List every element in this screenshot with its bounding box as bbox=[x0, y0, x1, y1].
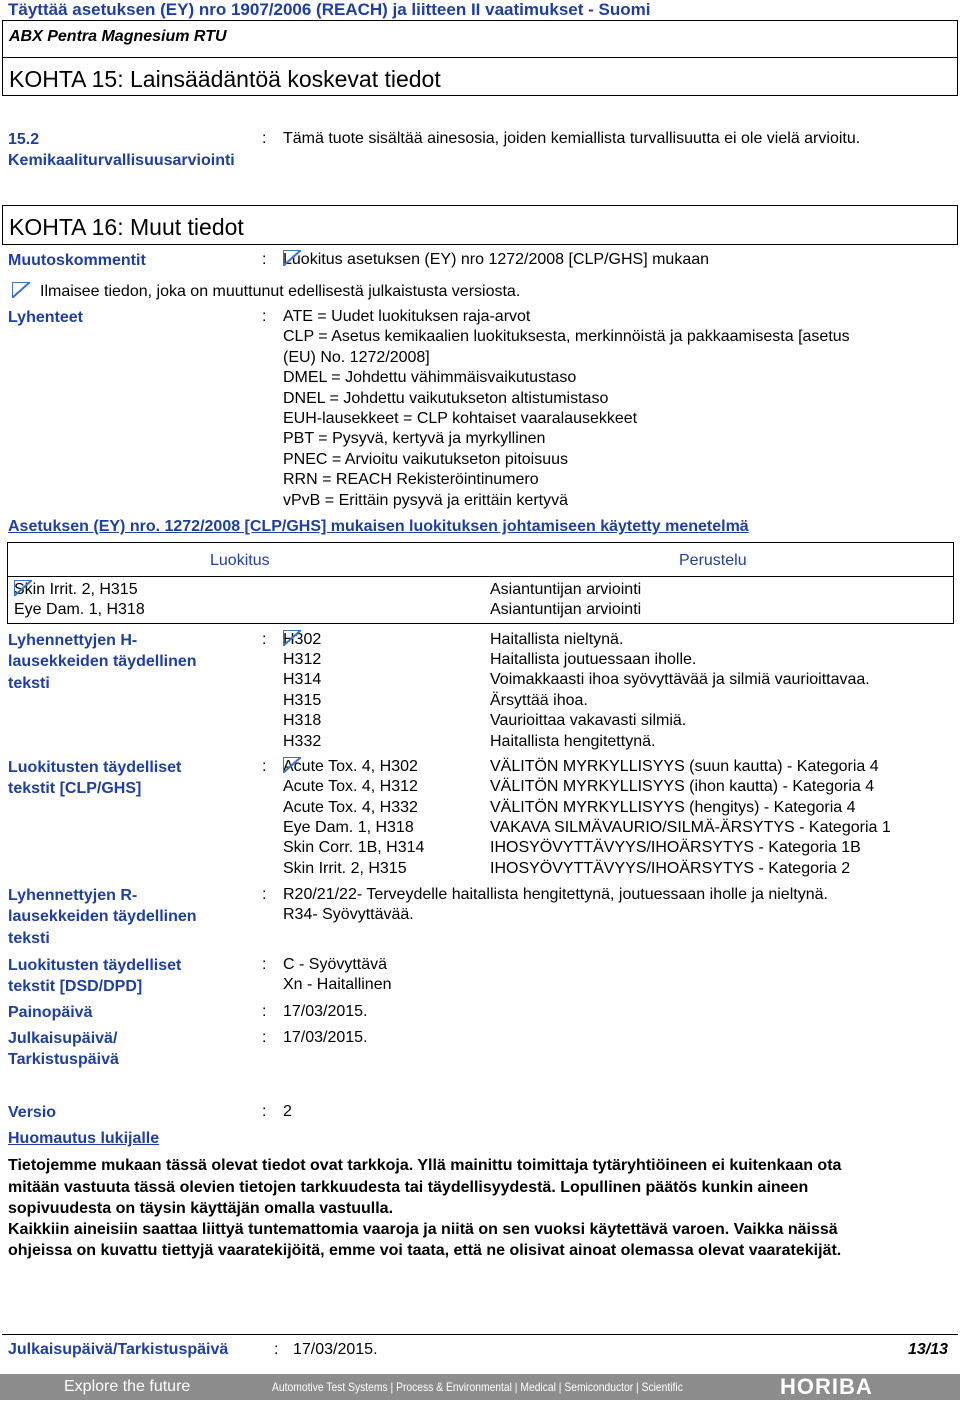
horiba-logo: HORIBA bbox=[780, 1374, 873, 1399]
footer-date-label: Julkaisupäivä/Tarkistuspäivä bbox=[8, 1341, 229, 1358]
document-title: Täyttää asetuksen (EY) nro 1907/2006 (REACH) ja liitteen II vaatimukset - Suomi bbox=[8, 0, 651, 19]
table-header-classification: Luokitus bbox=[210, 552, 270, 569]
table-header-justification: Perustelu bbox=[679, 552, 747, 569]
changes-note-text: Ilmaisee tiedon, joka on muuttunut edellisestä julkaistusta versiosta. bbox=[40, 283, 521, 300]
clp-code: Skin Irrit. 2, H315 bbox=[283, 860, 407, 877]
changes-value bbox=[283, 250, 709, 270]
abbr-line: vPvB = Erittäin pysyvä ja erittäin kertyvä bbox=[283, 492, 568, 509]
dsd-label: tekstit [DSD/DPD] bbox=[8, 978, 143, 995]
section15-label-number: 15.2 bbox=[8, 131, 40, 148]
version-label: Versio bbox=[8, 1104, 57, 1121]
r-label: teksti bbox=[8, 930, 50, 947]
clp-code: Acute Tox. 4, H302 bbox=[283, 758, 418, 775]
h-code: H314 bbox=[283, 671, 322, 688]
h-text: Ärsyttää ihoa. bbox=[490, 692, 588, 709]
change-flag-icon bbox=[283, 630, 301, 646]
section16-heading-box bbox=[2, 205, 958, 245]
r-label: lausekkeiden täydellinen bbox=[8, 908, 197, 925]
change-flag-icon bbox=[283, 757, 301, 773]
h-text: Vaurioittaa vakavasti silmiä. bbox=[490, 712, 687, 729]
changes-text: Luokitus asetuksen (EY) nro 1272/2008 [CLP/GHS] mukaan bbox=[283, 251, 710, 268]
clp-label: Luokitusten täydelliset bbox=[8, 759, 182, 776]
clp-code: Acute Tox. 4, H312 bbox=[283, 778, 418, 795]
footer-date-value: 17/03/2015. bbox=[293, 1341, 378, 1358]
h-text: Haitallista hengitettynä. bbox=[490, 733, 656, 750]
table-row-classification: Skin Irrit. 2, H315 bbox=[14, 581, 138, 598]
h-code: H332 bbox=[283, 733, 322, 750]
print-date-value: 17/03/2015. bbox=[283, 1003, 368, 1020]
change-flag-icon bbox=[12, 282, 30, 298]
revision-date-label: Julkaisupäivä/ bbox=[8, 1030, 118, 1047]
colon: : bbox=[262, 1003, 267, 1020]
changes-label: Muutoskommentit bbox=[8, 252, 146, 269]
table-row-classification: Eye Dam. 1, H318 bbox=[14, 601, 145, 618]
changes-note bbox=[12, 282, 520, 302]
h-code: H312 bbox=[283, 651, 322, 668]
notice-line: Tietojemme mukaan tässä olevat tiedot ovat tarkkoja. Yllä mainittu toimittaja tytäryhtiöineen ei kuitenkaan ota bbox=[8, 1157, 842, 1174]
product-box bbox=[2, 20, 958, 58]
abbr-label: Lyhenteet bbox=[8, 309, 83, 326]
dsd-label: Luokitusten täydelliset bbox=[8, 957, 182, 974]
notice-line: sopivuudesta on täysin käyttäjän omalla vastuulla. bbox=[8, 1200, 394, 1217]
colon: : bbox=[262, 758, 267, 775]
abbr-line: PNEC = Arvioitu vaikutukseton pitoisuus bbox=[283, 451, 569, 468]
notice-line: ohjeissa on kuvattu tiettyjä vaaratekijöitä, emme voi taata, että ne olisivat ainoat olemassa olevat vaaratekijät. bbox=[8, 1242, 842, 1259]
dsd-line: Xn - Haitallinen bbox=[283, 976, 392, 993]
h-code: H318 bbox=[283, 712, 322, 729]
colon: : bbox=[262, 956, 267, 973]
table-row-justification: Asiantuntijan arviointi bbox=[490, 581, 642, 598]
clp-text: VÄLITÖN MYRKYLLISYYS (ihon kautta) - Kategoria 4 bbox=[490, 778, 875, 795]
clp-code: Eye Dam. 1, H318 bbox=[283, 819, 414, 836]
h-label: teksti bbox=[8, 675, 50, 692]
notice-line: Kaikkiin aineisiin saattaa liittyä tuntemattomia vaaroja ja niitä on sen vuoksi käytettävä varoen. Vaikka näissä bbox=[8, 1221, 838, 1238]
print-date-label: Painopäivä bbox=[8, 1004, 93, 1021]
change-flag-icon bbox=[283, 250, 301, 266]
abbr-line: RRN = REACH Rekisteröintinumero bbox=[283, 471, 539, 488]
section15-heading: KOHTA 15: Lainsäädäntöä koskevat tiedot bbox=[9, 66, 441, 92]
footer-divisions: Automotive Test Systems | Process & Environmental | Medical | Semiconductor | Scientific bbox=[272, 1380, 683, 1394]
h-text: Haitallista joutuessaan iholle. bbox=[490, 651, 697, 668]
revision-date-label: Tarkistuspäivä bbox=[8, 1051, 119, 1068]
clp-code: Acute Tox. 4, H332 bbox=[283, 799, 418, 816]
footer-slogan: Explore the future bbox=[64, 1378, 191, 1395]
table-row-justification: Asiantuntijan arviointi bbox=[490, 601, 642, 618]
abbr-line: DMEL = Johdettu vähimmäisvaikutustaso bbox=[283, 369, 577, 386]
colon: : bbox=[262, 251, 267, 268]
colon: : bbox=[262, 886, 267, 903]
abbr-line: EUH-lausekkeet = CLP kohtaiset vaaralausekkeet bbox=[283, 410, 638, 427]
section15-value: Tämä tuote sisältää ainesosia, joiden kemiallista turvallisuutta ei ole vielä arvioitu. bbox=[283, 130, 861, 147]
clp-code: Skin Corr. 1B, H314 bbox=[283, 839, 425, 856]
clp-text: VAKAVA SILMÄVAURIO/SILMÄ-ÄRSYTYS - Kategoria 1 bbox=[490, 819, 891, 836]
h-label: lausekkeiden täydellinen bbox=[8, 653, 197, 670]
abbr-line: ATE = Uudet luokituksen raja-arvot bbox=[283, 308, 531, 325]
h-label: Lyhennettyjen H- bbox=[8, 632, 138, 649]
product-name: ABX Pentra Magnesium RTU bbox=[9, 28, 227, 45]
h-text: Voimakkaasti ihoa syövyttävää ja silmiä vaurioittavaa. bbox=[490, 671, 870, 688]
colon: : bbox=[262, 1029, 267, 1046]
r-line: R34- Syövyttävää. bbox=[283, 906, 414, 923]
section15-heading-box bbox=[2, 58, 958, 96]
dsd-line: C - Syövyttävä bbox=[283, 956, 388, 973]
colon: : bbox=[262, 1103, 267, 1120]
classification-table bbox=[7, 542, 954, 624]
method-heading: Asetuksen (EY) nro. 1272/2008 [CLP/GHS] mukaisen luokituksen johtamiseen käytetty menetelmä bbox=[8, 518, 749, 535]
change-flag-icon bbox=[14, 580, 32, 596]
abbr-line: PBT = Pysyvä, kertyvä ja myrkyllinen bbox=[283, 430, 546, 447]
abbr-line: (EU) No. 1272/2008] bbox=[283, 349, 430, 366]
section15-label: Kemikaaliturvallisuusarviointi bbox=[8, 152, 235, 169]
version-value: 2 bbox=[283, 1103, 292, 1120]
h-code: H302 bbox=[283, 631, 322, 648]
clp-text: IHOSYÖVYTTÄVYYS/IHOÄRSYTYS - Kategoria 1B bbox=[490, 839, 861, 856]
abbr-line: DNEL = Johdettu vaikutukseton altistumistaso bbox=[283, 390, 609, 407]
clp-text: VÄLITÖN MYRKYLLISYYS (hengitys) - Kategoria 4 bbox=[490, 799, 856, 816]
h-code: H315 bbox=[283, 692, 322, 709]
notice-line: mitään vastuuta tässä olevien tietojen tarkkuudesta tai täydellisyydestä. Lopullinen päätös kunkin aineen bbox=[8, 1179, 809, 1196]
abbr-line: CLP = Asetus kemikaalien luokituksesta, merkinnöistä ja pakkaamisesta [asetus bbox=[283, 328, 850, 345]
table-header-divider bbox=[8, 576, 953, 577]
section16-heading: KOHTA 16: Muut tiedot bbox=[9, 214, 244, 240]
clp-label: tekstit [CLP/GHS] bbox=[8, 780, 142, 797]
revision-date-value: 17/03/2015. bbox=[283, 1029, 368, 1046]
footer-banner bbox=[0, 1374, 960, 1400]
r-label: Lyhennettyjen R- bbox=[8, 887, 138, 904]
notice-heading: Huomautus lukijalle bbox=[8, 1130, 160, 1147]
h-text: Haitallista nieltynä. bbox=[490, 631, 624, 648]
colon: : bbox=[262, 130, 267, 147]
page-number: 13/13 bbox=[908, 1341, 949, 1358]
colon: : bbox=[262, 631, 267, 648]
footer-divider bbox=[2, 1334, 958, 1335]
colon: : bbox=[274, 1341, 279, 1358]
clp-text: VÄLITÖN MYRKYLLISYYS (suun kautta) - Kategoria 4 bbox=[490, 758, 879, 775]
clp-text: IHOSYÖVYTTÄVYYS/IHOÄRSYTYS - Kategoria 2 bbox=[490, 860, 851, 877]
r-line: R20/21/22- Terveydelle haitallista hengitettynä, joutuessaan iholle ja nieltynä. bbox=[283, 886, 828, 903]
colon: : bbox=[262, 308, 267, 325]
